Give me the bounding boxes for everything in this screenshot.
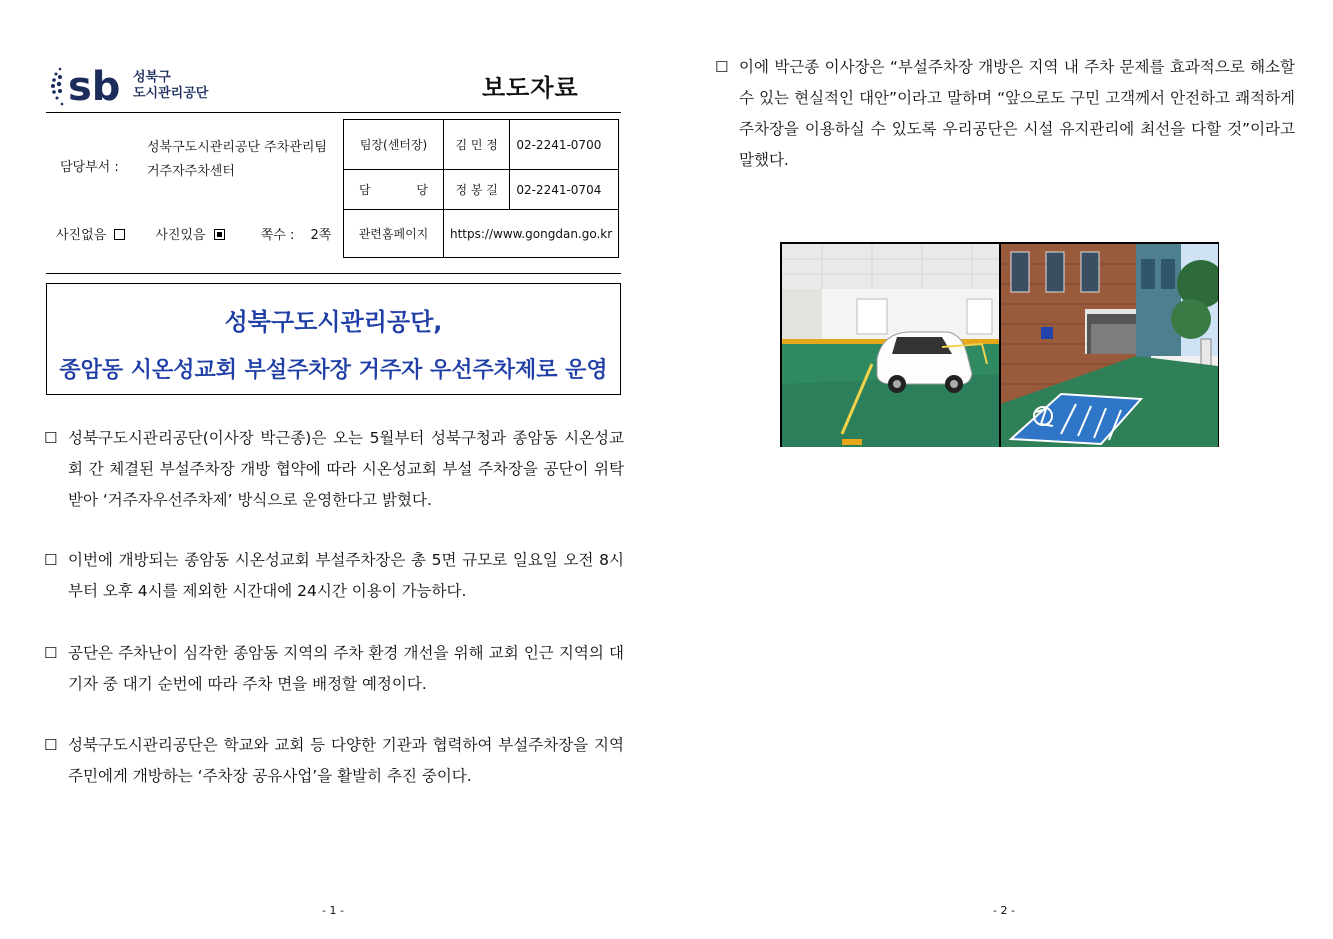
divider <box>46 273 621 274</box>
dept-name-2: 거주자주차센터 <box>147 164 235 179</box>
paragraph-text: 공단은 주차난이 심각한 종암동 지역의 주차 환경 개선을 위해 교회 인근 지역의 대기자 중 대기 순번에 따라 주차 면을 배정할 예정이다. <box>68 644 624 693</box>
bullet-box-icon: ☐ <box>44 736 58 754</box>
divider <box>46 112 621 113</box>
table-row <box>344 120 619 170</box>
paragraph-text: 성북구도시관리공단(이사장 박근종)은 오는 5월부터 성북구청과 종암동 시온성교회 간 체결된 부설주차장 개방 협약에 따라 시온성교회 부설 주차장을 공단이 위탁받아 ‘거주자우선주차제’ 방식으로 운영한다고 밝혔다. <box>68 429 624 509</box>
headline-box <box>46 283 621 395</box>
page-1 <box>0 0 666 939</box>
table-row <box>344 170 619 210</box>
no-photo-label: 사진없음 <box>56 228 107 243</box>
has-photo-label: 사진있음 <box>155 228 206 243</box>
paragraph <box>44 545 624 607</box>
pages-label: 쪽수 : <box>260 228 295 243</box>
indoor-parking-photo <box>782 244 999 447</box>
headline-line-1: 성북구도시관리공단, <box>224 308 443 336</box>
page-2 <box>667 0 1333 939</box>
bullet-box-icon: ☐ <box>44 644 58 662</box>
headline-line-2: 종암동 시온성교회 부설주차장 거주자 우선주차제로 운영 <box>59 358 608 383</box>
contact-phone: 02-2241-0700 <box>510 120 619 170</box>
doc-title: 보도자료 <box>482 74 579 102</box>
page-number: - 2 - <box>993 904 1015 917</box>
contact-table <box>343 119 619 258</box>
dept-name-1: 성북구도시관리공단 주차관리팀 <box>147 140 327 155</box>
contact-role: 팀장(센터장) <box>344 120 444 170</box>
paragraph <box>715 52 1295 176</box>
homepage-link[interactable]: https://www.gongdan.go.kr <box>444 210 619 258</box>
photo-flags <box>56 224 335 243</box>
photo-pair <box>780 242 1219 447</box>
logo-line2: 도시관리공단 <box>133 86 209 101</box>
table-row <box>344 210 619 258</box>
contact-role: 담 당 <box>344 170 444 210</box>
contact-phone: 02-2241-0704 <box>510 170 619 210</box>
paragraph <box>44 730 624 792</box>
dept-label: 담당부서 : <box>60 160 119 175</box>
paragraph <box>44 423 624 516</box>
pages-value: 2쪽 <box>310 228 332 243</box>
paragraph-text: 이에 박근종 이사장은 “부설주차장 개방은 지역 내 주차 문제를 효과적으로 해소할 수 있는 현실적인 대안”이라고 말하며 “앞으로도 구민 고객께서 안전하고 쾌적하게 주차장을 이용하실 수 있도록 우리공단은 시설 유지관리에 최선을 다할 것”이라고 말했다. <box>739 58 1295 169</box>
logo-wordmark <box>133 70 208 102</box>
paragraph-text: 성북구도시관리공단은 학교와 교회 등 다양한 기관과 협력하여 부설주차장을 지역 주민에게 개방하는 ‘주차장 공유사업’을 활발히 추진 중이다. <box>68 736 624 785</box>
logo-mark: sb <box>68 64 121 110</box>
logo-line1: 성북구 <box>133 70 171 85</box>
bullet-box-icon: ☐ <box>44 429 58 447</box>
bullet-box-icon: ☐ <box>44 551 58 569</box>
no-photo-checkbox <box>114 229 125 240</box>
has-photo-checkbox <box>214 229 225 240</box>
paragraph <box>44 638 624 700</box>
contact-role: 관련홈페이지 <box>344 210 444 258</box>
paragraph-text: 이번에 개방되는 종암동 시온성교회 부설주차장은 총 5면 규모로 일요일 오전 8시부터 오후 4시를 제외한 시간대에 24시간 이용이 가능하다. <box>68 551 624 600</box>
contact-name: 정 봉 길 <box>444 170 510 210</box>
page-number: - 1 - <box>322 904 344 917</box>
contact-name: 김 민 정 <box>444 120 510 170</box>
sb-logo-icon <box>48 60 138 112</box>
bullet-box-icon: ☐ <box>715 58 729 76</box>
parking-entrance-photo <box>1001 244 1218 447</box>
